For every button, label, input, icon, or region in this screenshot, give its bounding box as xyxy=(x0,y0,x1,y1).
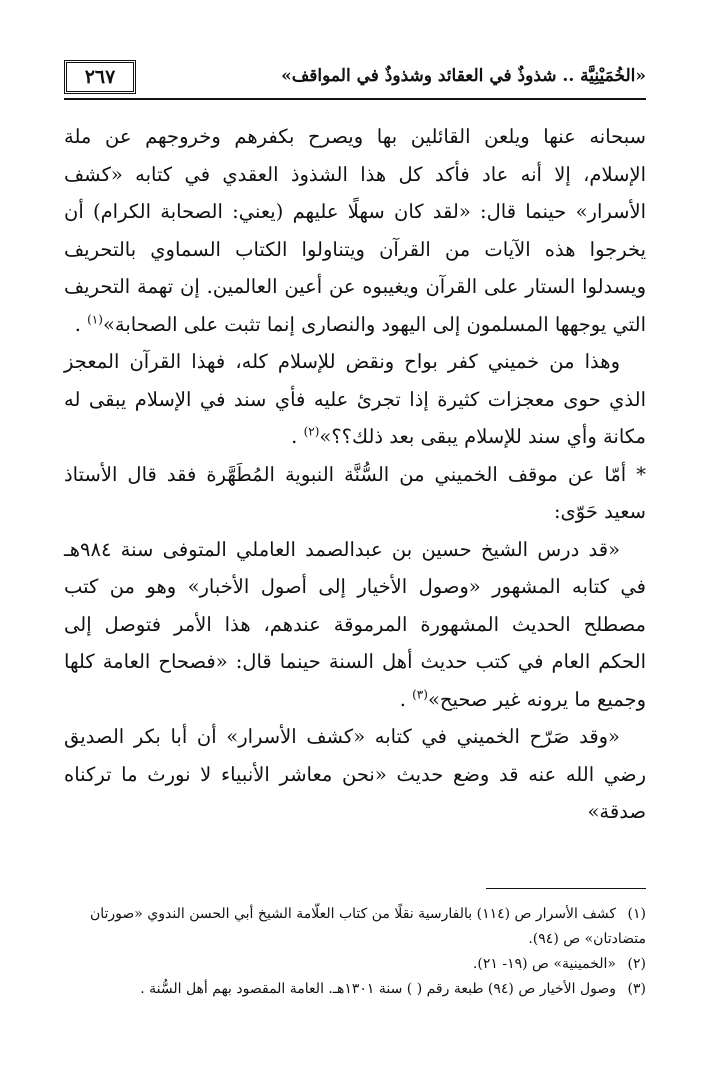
footnote-text: كشف الأسرار ص (١١٤) بالفارسية نقلًا من كتاب العلّامة الشيخ أبي الحسن الندوي «صورتان متضادتان» ص (٩٤). xyxy=(89,906,646,947)
footnote-2 xyxy=(64,952,646,977)
page-header xyxy=(64,58,646,100)
running-title: «الخُمَيْنِيَّة .. شذوذٌ في العقائد وشذوذٌ في المواقف» xyxy=(281,66,646,86)
paragraph-2-text: وهذا من خميني كفر بواح ونقض للإسلام كله، فهذا القرآن المعجز الذي حوى معجزات كثيرة إذا تجرئ عليه فأي سند في الإسلام يبقى له مكانة وأي سند للإسلام يبقى بعد ذلك؟؟» xyxy=(64,350,646,448)
footnote-number: (٢) xyxy=(627,956,646,972)
footnote-ref-3: (٣) xyxy=(412,687,428,701)
footnotes xyxy=(64,902,646,1002)
footnote-3 xyxy=(64,977,646,1002)
paragraph-2 xyxy=(64,343,646,456)
paragraph-1 xyxy=(64,118,646,343)
page-number: ٢٦٧ xyxy=(64,60,136,94)
footnote-1 xyxy=(64,902,646,952)
footnote-separator xyxy=(486,888,646,889)
paragraph-4-text: «قد درس الشيخ حسين بن عبدالصمد العاملي المتوفى سنة ٩٨٤هـ في كتابه المشهور «وصول الأخيار إلى أصول الأخبار» وهو من كتب مصطلح الحديث المشهورة المرموقة عندهم، هذا الأمر فتوصل إلى الحكم العام في كتب حديث أهل السنة حينما قال: «فصحاح العامة كلها وجميع ما يرونه غير صحيح» xyxy=(64,537,646,711)
paragraph-1-text: سبحانه عنها ويلعن القائلين بها ويصرح بكفرهم وخروجهم عن ملة الإسلام، إلا أنه عاد فأكد كل هذا الشذوذ العقدي في كتابه «كشف الأسرار» حينما قال: «لقد كان سهلًا عليهم (يعني: الصحابة الكرام) أن يخرجوا هذه الآيات من القرآن ويتناولوا الكتاب السماوي بالتحريف ويسدلوا الستار على القرآن ويغيبوه عن أعين العالمين. إن تهمة التحريف التي يوجهها المسلمون إلى اليهود والنصارى إنما تثبت على الصحابة» xyxy=(64,125,646,336)
footnote-number: (٣) xyxy=(627,981,646,997)
paragraph-5: «وقد صَرّح الخميني في كتابه «كشف الأسرار» أن أبا بكر الصديق رضي الله عنه قد وضع حديث «نحن معاشر الأنبياء لا نورث ما تركناه صدقة» xyxy=(64,725,646,823)
footnote-text: وصول الأخيار ص (٩٤) طبعة رقم ( ) سنة ١٣٠١هـ. العامة المقصود بهم أهل السُّنة . xyxy=(140,981,616,997)
paragraph-4 xyxy=(64,531,646,719)
footnote-ref-1: (١) xyxy=(87,312,103,326)
paragraph-3: * أمّا عن موقف الخميني من السُّنَّة النبوية المُطَهَّرة فقد قال الأستاذ سعيد حَوّى: xyxy=(64,462,646,523)
main-text xyxy=(64,118,646,831)
footnote-number: (١) xyxy=(627,906,646,922)
paragraph-2-end: . xyxy=(291,425,298,448)
footnote-ref-2: (٢) xyxy=(303,424,320,439)
paragraph-1-end: . xyxy=(74,312,81,336)
footnote-text: «الخمينية» ص (١٩- ٢١). xyxy=(472,956,616,972)
paragraph-4-end: . xyxy=(399,687,406,711)
